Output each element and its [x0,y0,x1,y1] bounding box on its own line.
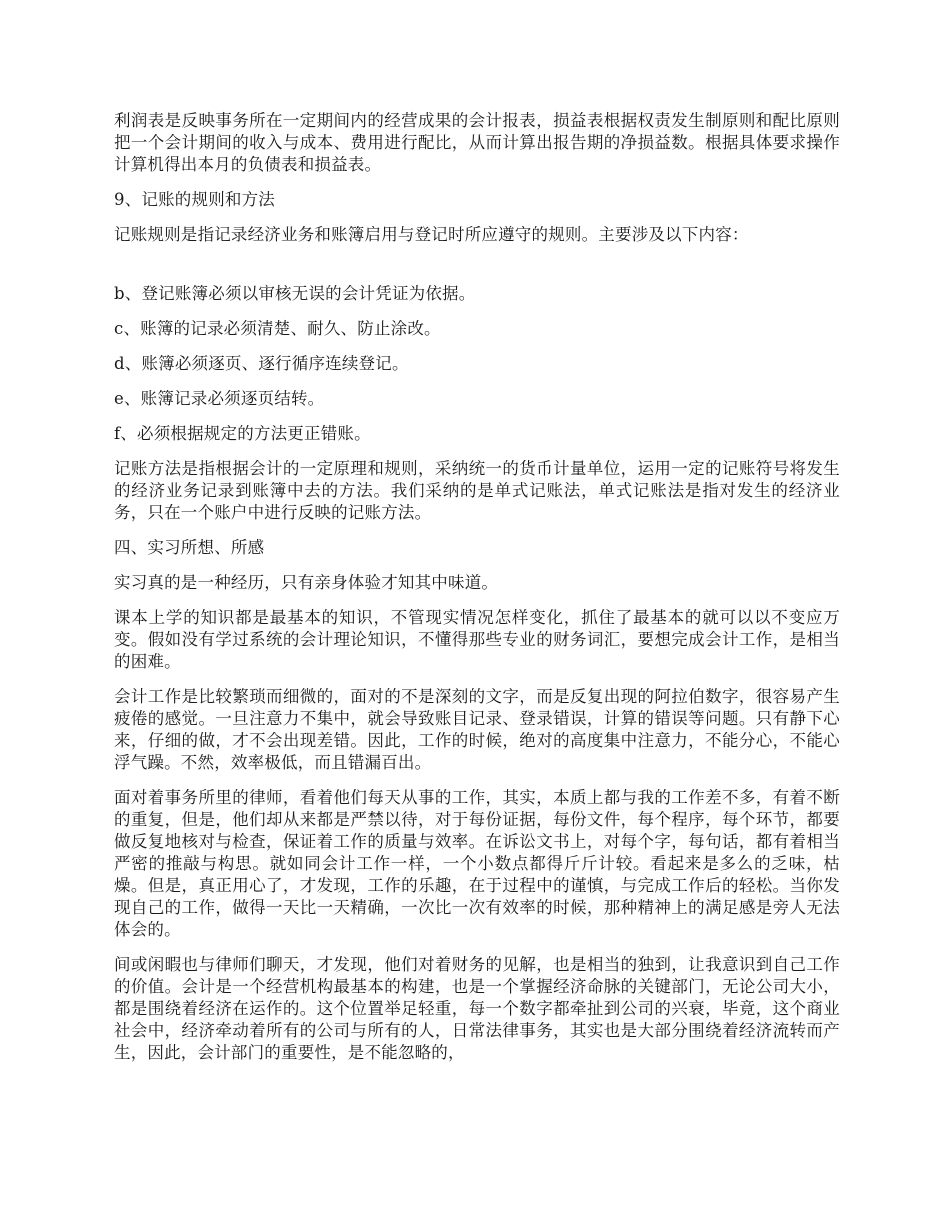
paragraph-accounting-work: 会计工作是比较繁琐而细微的，面对的不是深刻的文字，而是反复出现的阿拉伯数字，很容易产生疲倦的感觉。一旦注意力不集中，就会导致账目记录、登录错误，计算的错误等问题。只有静下心来，仔细的做，才不会出现差错。因此，工作的时候，绝对的高度集中注意力，不能分心，不能心浮气躁。不然，效率极低，而且错漏百出。 [114,687,840,772]
list-item-b: b、登记账簿必须以审核无误的会计凭证为依据。 [114,284,476,303]
paragraph-lawyers-work: 面对着事务所里的律师，看着他们每天从事的工作，其实，本质上都与我的工作差不多，有着不断的重复，但是，他们却从来都是严禁以待，对于每份证据，每份文件，每个程序，每个环节，都要做反复地核对与检查，保证着工作的质量与效率。在诉讼文书上，对每个字，每句话，都有着相当严密的推敲与构思。就如同会计工作一样，一个小数点都得斤斤计较。看起来是多么的乏味，枯燥。但是，真正用心了，才发现，工作的乐趣，在于过程中的谨慎，与完成工作后的轻松。当你发现自己的工作，做得一天比一天精确，一次比一次有效率的时候，那种精神上的满足感是旁人无法体会的。 [114,788,840,939]
blank-line [114,259,840,283]
paragraph-bookkeeping-method: 记账方法是指根据会计的一定原理和规则，采纳统一的货币计量单位，运用一定的记账符号将发生的经济业务记录到账簿中去的方法。我们采纳的是单式记账法，单式记账法是指对发生的经济业务，只在一个账户中进行反映的记账方法。 [114,459,840,522]
paragraph-experience: 实习真的是一种经历，只有亲身体验才知其中味道。 [114,573,499,592]
list-item-f: f、必须根据规定的方法更正错账。 [114,424,371,443]
paragraph-textbook-knowledge: 课本上学的知识都是最基本的知识，不管现实情况怎样变化，抓住了最基本的就可以以不变应万变。假如没有学过系统的会计理论知识，不懂得那些专业的财务词汇，要想完成会计工作，是相当的困难。 [114,608,840,671]
list-item-c: c、账簿的记录必须清楚、耐久、防止涂改。 [114,319,441,338]
heading-internship-reflections: 四、实习所想、所感 [114,538,265,557]
list-item-e: e、账簿记录必须逐页结转。 [114,389,325,408]
document-page [114,110,840,1077]
paragraph-chat-with-lawyers: 间或闲暇也与律师们聊天，才发现，他们对着财务的见解，也是相当的独到，让我意识到自己工作的价值。会计是一个经营机构最基本的构建，也是一个掌握经济命脉的关键部门，无论公司大小，都是围绕着经济在运作的。这个位置举足轻重，每一个数字都牵扯到公司的兴衰，毕竟，这个商业社会中，经济牵动着所有的公司与所有的人，日常法律事务，其实也是大部分围绕着经济流转而产生，因此，会计部门的重要性，是不能忽略的， [114,955,840,1062]
list-item-d: d、账簿必须逐页、逐行循序连续登记。 [114,354,409,373]
paragraph-bookkeeping-rules-intro: 记账规则是指记录经济业务和账簿启用与登记时所应遵守的规则。主要涉及以下内容： [114,225,749,244]
paragraph-income-statement: 利润表是反映事务所在一定期间内的经营成果的会计报表，损益表根据权责发生制原则和配比原则把一个会计期间的收入与成本、费用进行配比，从而计算出报告期的净损益数。根据具体要求操作计算机得出本月的负债表和损益表。 [114,111,840,174]
heading-bookkeeping-rules: 9、记账的规则和方法 [114,190,275,209]
